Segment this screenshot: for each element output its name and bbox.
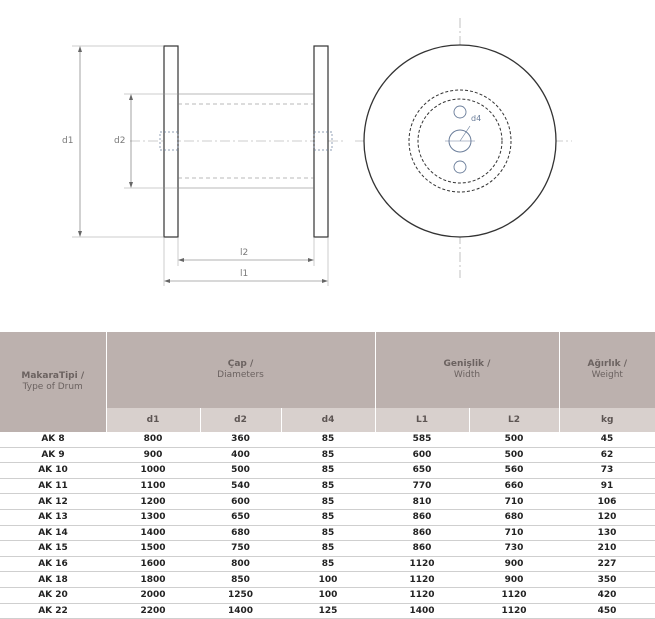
cell-l2: 500 xyxy=(469,432,559,447)
cell-l2: 680 xyxy=(469,509,559,525)
l2-label: l2 xyxy=(240,248,249,258)
subheader-l1: L1 xyxy=(375,408,469,432)
cell-d4: 85 xyxy=(281,494,375,510)
subheader-l2: L2 xyxy=(469,408,559,432)
d4-label: d4 xyxy=(471,114,482,123)
cell-type: AK 18 xyxy=(0,572,106,588)
d1-label: d1 xyxy=(62,136,74,146)
cell-type: AK 11 xyxy=(0,478,106,494)
cell-l2: 660 xyxy=(469,478,559,494)
cell-l1: 860 xyxy=(375,509,469,525)
table-row xyxy=(0,525,655,541)
cell-d1: 1800 xyxy=(106,572,200,588)
cell-type: AK 14 xyxy=(0,525,106,541)
subheader-kg: kg xyxy=(559,408,655,432)
left-flange xyxy=(164,46,178,237)
header-type: MakaraTipi / Type of Drum xyxy=(0,332,106,432)
cell-kg: 120 xyxy=(559,509,655,525)
cell-d2: 1400 xyxy=(200,603,281,619)
cell-kg: 62 xyxy=(559,447,655,463)
cell-l2: 900 xyxy=(469,556,559,572)
right-flange xyxy=(314,46,328,237)
l1-label: l1 xyxy=(240,269,249,279)
table-row xyxy=(0,509,655,525)
table-header-row xyxy=(0,332,655,408)
cell-type: AK 13 xyxy=(0,509,106,525)
cell-d1: 2000 xyxy=(106,587,200,603)
table-row xyxy=(0,556,655,572)
cell-l1: 585 xyxy=(375,432,469,447)
cell-l1: 1120 xyxy=(375,556,469,572)
subheader-d1: d1 xyxy=(106,408,200,432)
cell-type: AK 20 xyxy=(0,587,106,603)
cell-l2: 1120 xyxy=(469,603,559,619)
cell-d1: 1400 xyxy=(106,525,200,541)
cell-d2: 540 xyxy=(200,478,281,494)
cell-l1: 1120 xyxy=(375,572,469,588)
cell-l1: 860 xyxy=(375,525,469,541)
cell-kg: 420 xyxy=(559,587,655,603)
cell-d1: 800 xyxy=(106,432,200,447)
table-row xyxy=(0,447,655,463)
cell-d2: 680 xyxy=(200,525,281,541)
cell-l1: 600 xyxy=(375,447,469,463)
cell-d2: 360 xyxy=(200,432,281,447)
cell-type: AK 9 xyxy=(0,447,106,463)
cell-d2: 800 xyxy=(200,556,281,572)
cell-l2: 900 xyxy=(469,572,559,588)
table-body xyxy=(0,432,655,619)
cell-d1: 1200 xyxy=(106,494,200,510)
cell-d4: 85 xyxy=(281,541,375,557)
cell-d1: 1100 xyxy=(106,478,200,494)
table-row xyxy=(0,463,655,479)
header-width: Genişlik / Width xyxy=(375,332,559,408)
cell-d4: 100 xyxy=(281,587,375,603)
cell-d4: 125 xyxy=(281,603,375,619)
cell-d1: 1000 xyxy=(106,463,200,479)
subheader-d4: d4 xyxy=(281,408,375,432)
cell-l1: 860 xyxy=(375,541,469,557)
cell-l2: 710 xyxy=(469,494,559,510)
cell-d4: 85 xyxy=(281,447,375,463)
table-row xyxy=(0,572,655,588)
cell-l1: 650 xyxy=(375,463,469,479)
cell-d4: 85 xyxy=(281,463,375,479)
cell-kg: 350 xyxy=(559,572,655,588)
cell-type: AK 16 xyxy=(0,556,106,572)
cell-type: AK 12 xyxy=(0,494,106,510)
table-row xyxy=(0,541,655,557)
cell-kg: 450 xyxy=(559,603,655,619)
cell-d4: 85 xyxy=(281,478,375,494)
cell-l1: 770 xyxy=(375,478,469,494)
cell-d1: 900 xyxy=(106,447,200,463)
table-row xyxy=(0,432,655,447)
cell-d1: 1300 xyxy=(106,509,200,525)
drum-front-view xyxy=(355,18,572,278)
table-row xyxy=(0,587,655,603)
cell-d2: 1250 xyxy=(200,587,281,603)
cell-l1: 810 xyxy=(375,494,469,510)
table-row xyxy=(0,478,655,494)
cell-kg: 73 xyxy=(559,463,655,479)
cell-kg: 130 xyxy=(559,525,655,541)
cell-d4: 85 xyxy=(281,556,375,572)
cell-d1: 1600 xyxy=(106,556,200,572)
cell-d1: 1500 xyxy=(106,541,200,557)
drum-spec-table xyxy=(0,332,655,619)
cell-l2: 730 xyxy=(469,541,559,557)
drum-side-view xyxy=(72,46,345,286)
cell-l2: 1120 xyxy=(469,587,559,603)
d2-label: d2 xyxy=(114,136,126,146)
table-row xyxy=(0,494,655,510)
table-row xyxy=(0,603,655,619)
drum-technical-drawing xyxy=(0,0,655,300)
cell-type: AK 10 xyxy=(0,463,106,479)
cell-type: AK 8 xyxy=(0,432,106,447)
cell-l1: 1400 xyxy=(375,603,469,619)
cell-kg: 210 xyxy=(559,541,655,557)
cell-d2: 600 xyxy=(200,494,281,510)
cell-l1: 1120 xyxy=(375,587,469,603)
cell-l2: 500 xyxy=(469,447,559,463)
cell-l2: 710 xyxy=(469,525,559,541)
cell-d4: 85 xyxy=(281,509,375,525)
cell-d4: 85 xyxy=(281,525,375,541)
cell-d2: 750 xyxy=(200,541,281,557)
cell-d4: 85 xyxy=(281,432,375,447)
cell-d4: 100 xyxy=(281,572,375,588)
subheader-d2: d2 xyxy=(200,408,281,432)
cell-d2: 500 xyxy=(200,463,281,479)
header-weight: Ağırlık / Weight xyxy=(559,332,655,408)
cell-l2: 560 xyxy=(469,463,559,479)
cell-kg: 45 xyxy=(559,432,655,447)
cell-type: AK 15 xyxy=(0,541,106,557)
header-diameters: Çap / Diameters xyxy=(106,332,375,408)
cell-d1: 2200 xyxy=(106,603,200,619)
cell-type: AK 22 xyxy=(0,603,106,619)
cell-d2: 650 xyxy=(200,509,281,525)
cell-kg: 91 xyxy=(559,478,655,494)
cell-d2: 400 xyxy=(200,447,281,463)
cell-kg: 106 xyxy=(559,494,655,510)
cell-kg: 227 xyxy=(559,556,655,572)
cell-d2: 850 xyxy=(200,572,281,588)
